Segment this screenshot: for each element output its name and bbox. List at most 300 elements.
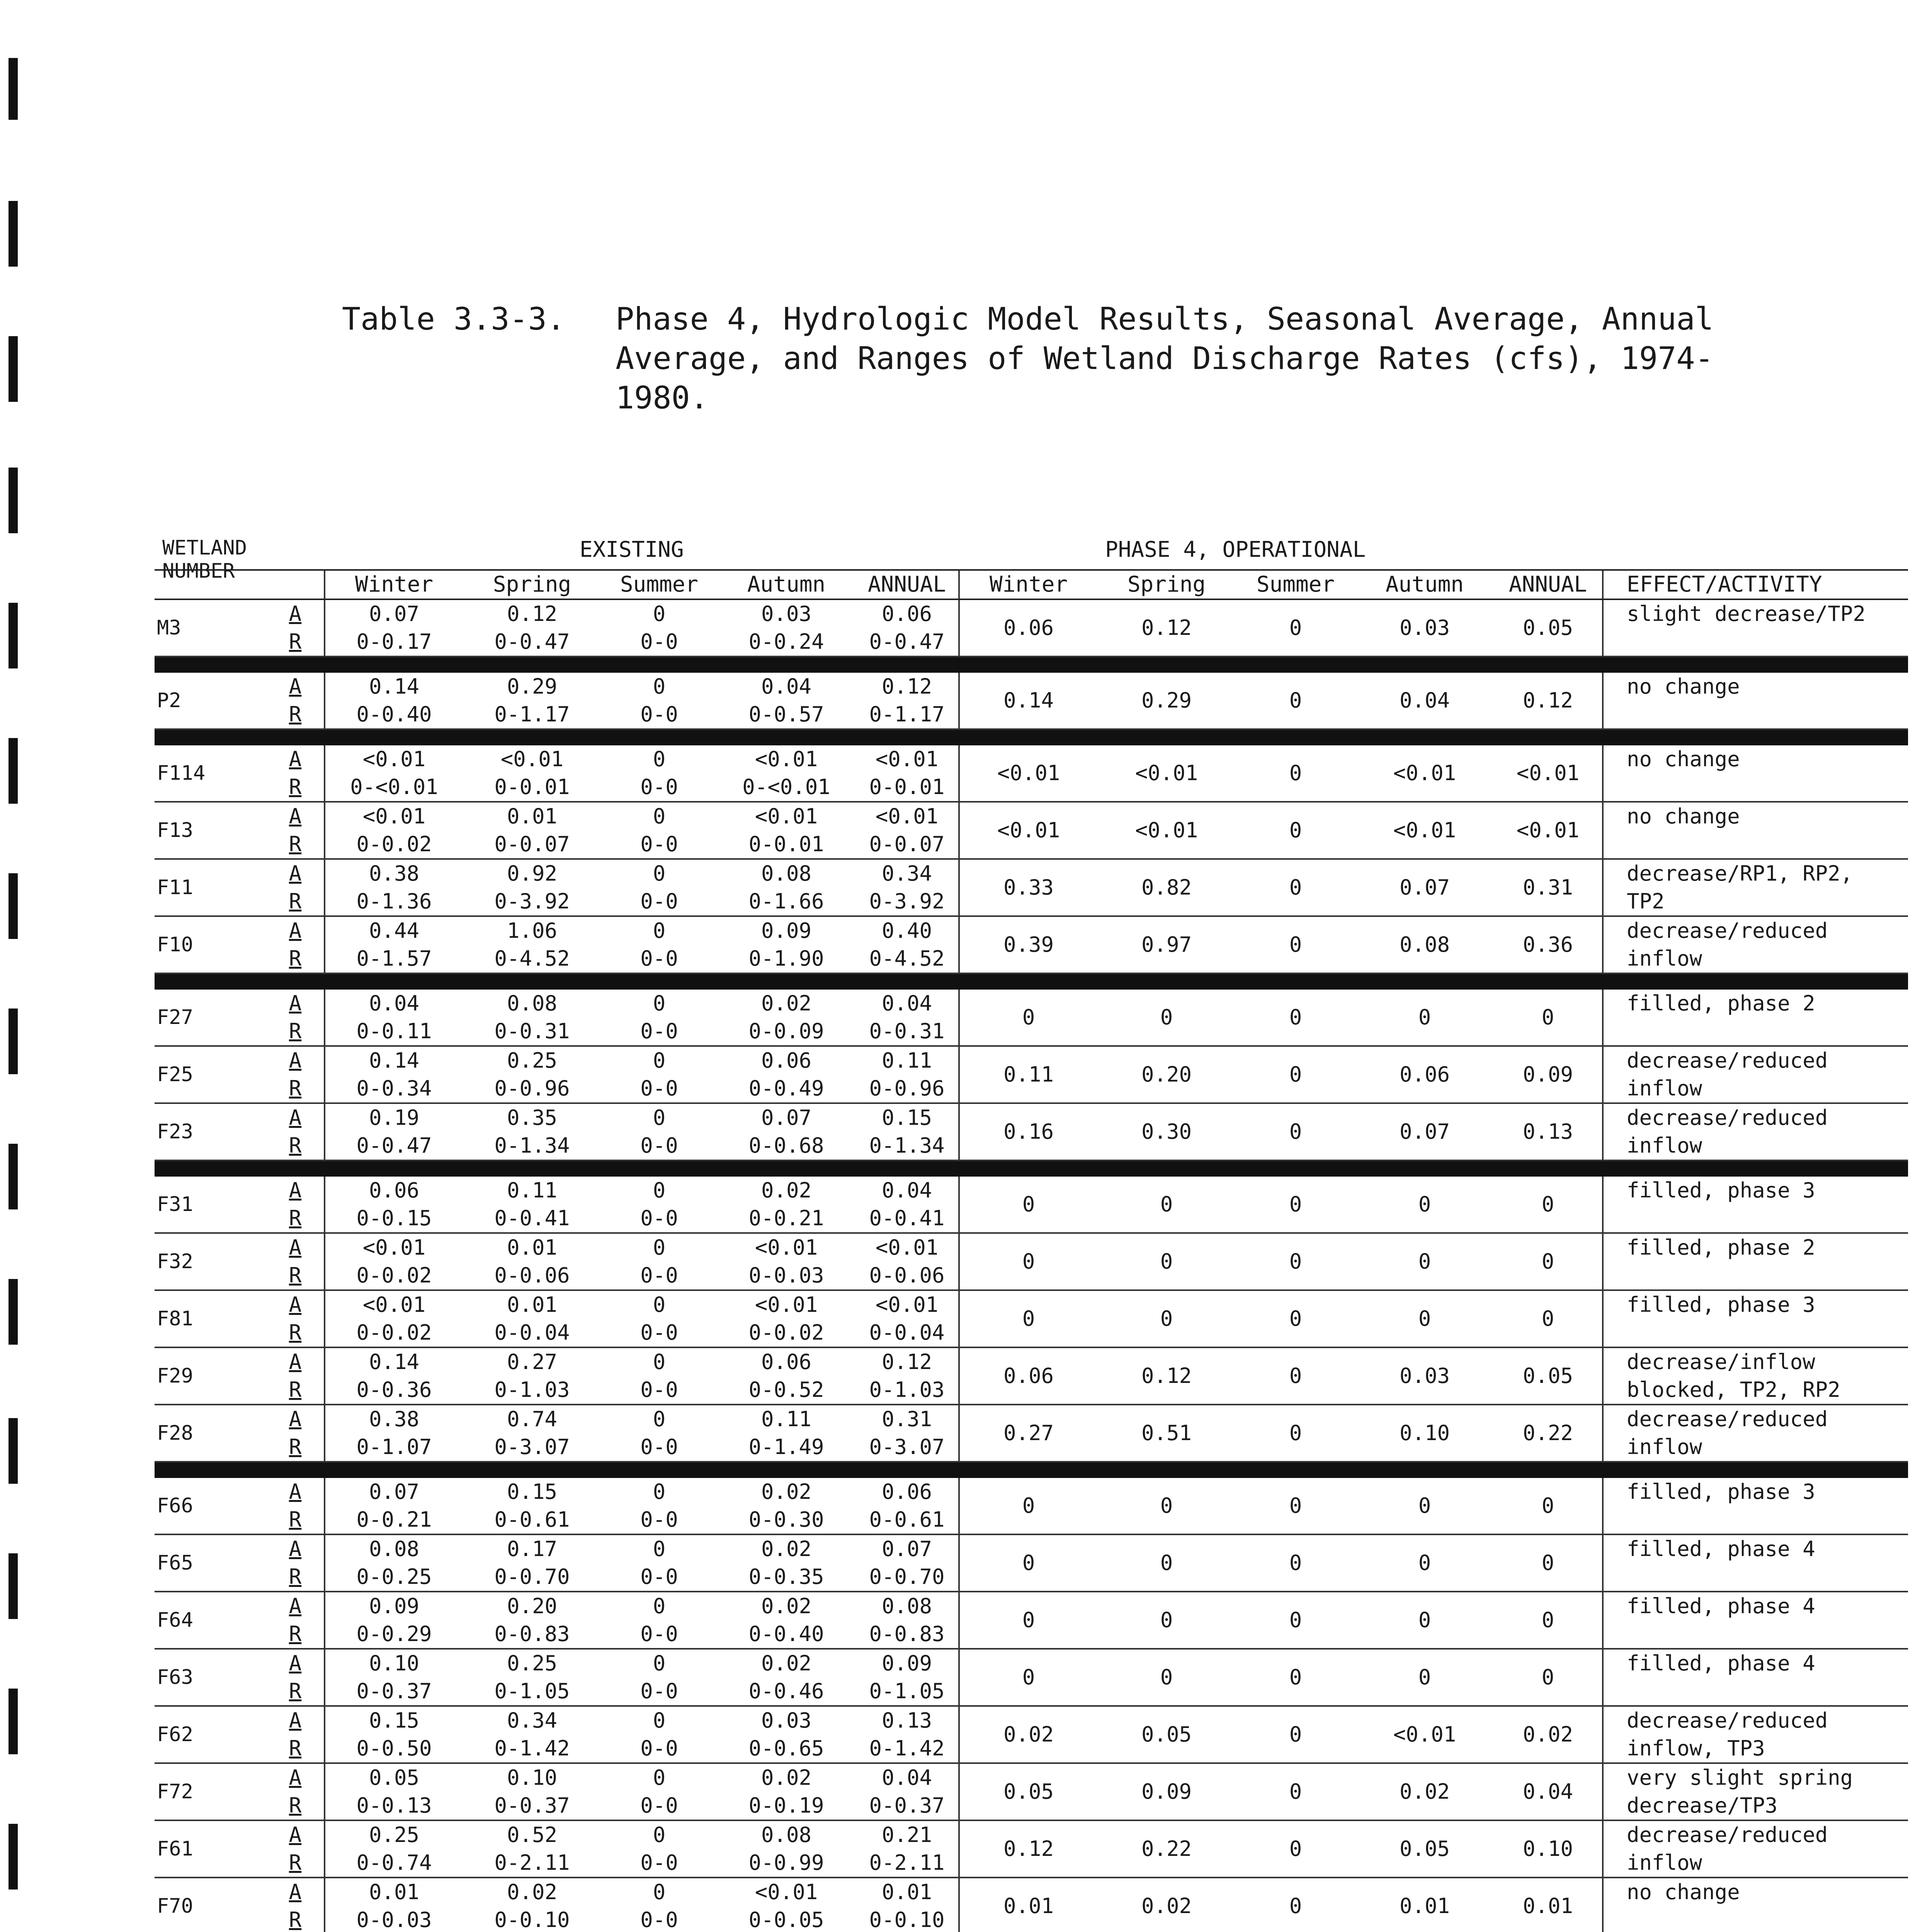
existing-spring-range: 0-0.06 [463, 1262, 601, 1290]
table-row-average [155, 916, 1908, 945]
existing-annual-range: 0-4.52 [855, 945, 959, 973]
range-code: R [267, 701, 325, 729]
existing-annual-average: 0.09 [881, 1651, 932, 1675]
existing-summer-range: 0-0 [601, 1849, 717, 1878]
phase4-winter-value: 0.12 [959, 1820, 1097, 1878]
wetland-number: F72 [155, 1763, 267, 1820]
existing-winter-range: 0-0.37 [325, 1677, 463, 1706]
phase4-summer-value: 0 [1236, 1534, 1355, 1592]
range-code: R [267, 773, 325, 802]
range-code: R [267, 1563, 325, 1592]
existing-winter-range: 0-0.02 [325, 1262, 463, 1290]
existing-summer-range: 0-0 [601, 1563, 717, 1592]
existing-spring-average: 0.17 [507, 1537, 558, 1561]
wetland-number: F61 [155, 1820, 267, 1878]
binder-mark [9, 738, 18, 804]
phase4-autumn-value: 0 [1355, 990, 1494, 1046]
phase4-winter-value: 0.01 [959, 1878, 1097, 1932]
existing-spring-range: 0-0.83 [463, 1620, 601, 1649]
phase4-summer-value: 0 [1236, 1103, 1355, 1160]
effect-activity [1603, 802, 1908, 859]
range-code: R [267, 1735, 325, 1763]
phase4-summer-value: 0 [1236, 1046, 1355, 1103]
average-code: A [289, 1178, 302, 1202]
existing-spring-range: 0-1.17 [463, 701, 601, 729]
phase4-summer-value: 0 [1236, 802, 1355, 859]
wetland-number: F13 [155, 802, 267, 859]
group-separator [155, 973, 1908, 990]
phase4-winter-value: 0.14 [959, 673, 1097, 729]
phase4-spring-value: 0 [1097, 1290, 1236, 1347]
existing-annual-range: 0-0.83 [855, 1620, 959, 1649]
existing-spring-average: 0.12 [507, 602, 558, 626]
phase4-winter-value: <0.01 [959, 745, 1097, 802]
existing-autumn-average: 0.08 [761, 1823, 812, 1847]
phase4-autumn-value: 0.03 [1355, 1347, 1494, 1405]
existing-spring-range: 0-1.42 [463, 1735, 601, 1763]
existing-group-header: EXISTING [580, 537, 684, 562]
effect-activity [1603, 1706, 1908, 1763]
effect-activity [1603, 599, 1908, 656]
existing-spring-range: 0-4.52 [463, 945, 601, 973]
table-row-average [155, 1878, 1908, 1906]
existing-annual-range: 0-1.05 [855, 1677, 959, 1706]
phase4-annual-value: 0.12 [1494, 673, 1603, 729]
existing-summer-range: 0-0 [601, 1792, 717, 1820]
phase4-winter-value: 0.06 [959, 599, 1097, 656]
existing-winter-average: 0.05 [325, 1763, 463, 1792]
group-separator-bar [155, 656, 1908, 673]
existing-autumn-range: 0-0.19 [717, 1792, 855, 1820]
effect-activity-line: TP2 [1627, 889, 1665, 913]
average-code: A [289, 1594, 302, 1618]
existing-summer-range: 0-0 [601, 1506, 717, 1534]
existing-spring-range: 0-1.34 [463, 1132, 601, 1160]
existing-winter-range: 0-<0.01 [325, 773, 463, 802]
table-row-average [155, 1177, 1908, 1204]
existing-autumn-average: 0.02 [761, 991, 812, 1015]
phase4-autumn-value: 0.07 [1355, 859, 1494, 916]
existing-annual-range: 0-0.96 [855, 1075, 959, 1103]
existing-autumn-range: 0-0.35 [717, 1563, 855, 1592]
existing-summer-average: 0 [653, 1048, 666, 1073]
existing-annual-range: 0-1.03 [855, 1376, 959, 1405]
effect-activity-line: decrease/inflow [1627, 1350, 1815, 1374]
existing-annual-range: 0-2.11 [855, 1849, 959, 1878]
phase4-spring-value: <0.01 [1097, 745, 1236, 802]
phase4-autumn-value: 0.04 [1355, 673, 1494, 729]
phase4-winter-value: 0 [959, 1478, 1097, 1534]
existing-autumn-range: 0-0.57 [717, 701, 855, 729]
existing-autumn-header: Autumn [717, 570, 855, 599]
average-code: A [289, 1048, 302, 1073]
existing-annual-range: 0-0.01 [855, 773, 959, 802]
binder-mark [9, 603, 18, 668]
phase4-winter-value: 0 [959, 1233, 1097, 1290]
existing-autumn-average: <0.01 [755, 804, 818, 828]
existing-spring-range: 0-1.03 [463, 1376, 601, 1405]
effect-activity [1603, 916, 1908, 973]
existing-summer-average: 0 [653, 1880, 666, 1904]
table-row-average [155, 1706, 1908, 1735]
group-separator-bar [155, 1462, 1908, 1478]
phase4-summer-value: 0 [1236, 1177, 1355, 1233]
existing-summer-range: 0-0 [601, 1376, 717, 1405]
existing-summer-average: 0 [653, 1480, 666, 1504]
phase4-annual-value: 0.31 [1494, 859, 1603, 916]
effect-activity-header: EFFECT/ACTIVITY [1603, 570, 1908, 599]
existing-autumn-range: 0-0.09 [717, 1017, 855, 1046]
existing-autumn-average: 0.02 [761, 1537, 812, 1561]
effect-activity [1603, 990, 1908, 1046]
effect-activity-line: inflow [1627, 946, 1702, 971]
existing-autumn-range: 0-0.01 [717, 830, 855, 859]
existing-annual-average: 0.40 [881, 918, 932, 943]
phase4-spring-value: 0 [1097, 990, 1236, 1046]
existing-summer-average: 0 [653, 1594, 666, 1618]
phase4-winter-value: 0 [959, 1592, 1097, 1649]
existing-spring-average: 0.01 [507, 1293, 558, 1317]
range-code: R [267, 1620, 325, 1649]
phase4-annual-value: 0 [1494, 1592, 1603, 1649]
range-code: R [267, 1262, 325, 1290]
phase-spring-header: Spring [1097, 570, 1236, 599]
table-row-average [155, 859, 1908, 888]
existing-autumn-average: 0.02 [761, 1594, 812, 1618]
existing-summer-average: 0 [653, 1235, 666, 1260]
existing-summer-range: 0-0 [601, 1677, 717, 1706]
wetland-number: F32 [155, 1233, 267, 1290]
existing-autumn-range: 0-0.24 [717, 628, 855, 656]
phase-autumn-header: Autumn [1355, 570, 1494, 599]
phase4-autumn-value: 0.03 [1355, 599, 1494, 656]
average-code: A [289, 1293, 302, 1317]
existing-annual-range: 0-3.07 [855, 1433, 959, 1462]
existing-annual-average: 0.07 [881, 1537, 932, 1561]
existing-winter-range: 0-0.17 [325, 628, 463, 656]
table-row-average [155, 1649, 1908, 1677]
phase4-winter-value: 0 [959, 1177, 1097, 1233]
existing-autumn-range: 0-1.49 [717, 1433, 855, 1462]
existing-autumn-average: 0.02 [761, 1651, 812, 1675]
existing-annual-average: 0.12 [881, 1350, 932, 1374]
existing-annual-average: <0.01 [875, 747, 939, 771]
existing-winter-average: 0.38 [325, 1405, 463, 1433]
existing-spring-average: 0.34 [507, 1708, 558, 1733]
existing-autumn-range: 0-0.68 [717, 1132, 855, 1160]
effect-activity [1603, 1046, 1908, 1103]
average-code: A [289, 1651, 302, 1675]
phase4-summer-value: 0 [1236, 1478, 1355, 1534]
phase4-spring-value: 0 [1097, 1649, 1236, 1706]
existing-autumn-average: <0.01 [755, 1235, 818, 1260]
existing-summer-average: 0 [653, 918, 666, 943]
effect-activity-line: very slight spring [1627, 1765, 1853, 1790]
binder-mark [9, 201, 18, 267]
existing-spring-range: 0-3.92 [463, 888, 601, 916]
existing-autumn-average: 0.03 [761, 602, 812, 626]
existing-spring-range: 0-1.05 [463, 1677, 601, 1706]
table-row-average [155, 1763, 1908, 1792]
range-code: R [267, 888, 325, 916]
existing-summer-range: 0-0 [601, 1735, 717, 1763]
phase4-annual-value: 0 [1494, 1649, 1603, 1706]
existing-autumn-range: 0-0.05 [717, 1906, 855, 1932]
effect-activity [1603, 1177, 1908, 1233]
existing-summer-range: 0-0 [601, 701, 717, 729]
binder-mark [9, 58, 18, 120]
existing-winter-range: 0-0.03 [325, 1906, 463, 1932]
existing-winter-range: 0-0.11 [325, 1017, 463, 1046]
average-code: A [289, 747, 302, 771]
phase4-group-header: PHASE 4, OPERATIONAL [1105, 537, 1366, 562]
existing-spring-average: 0.11 [507, 1178, 558, 1202]
existing-annual-average: 0.04 [881, 1765, 932, 1790]
existing-winter-range: 0-0.36 [325, 1376, 463, 1405]
wetland-number: F65 [155, 1534, 267, 1592]
effect-activity [1603, 1592, 1908, 1649]
group-separator-bar [155, 973, 1908, 990]
existing-annual-average: 0.04 [881, 1178, 932, 1202]
phase4-spring-value: 0.82 [1097, 859, 1236, 916]
phase4-spring-value: <0.01 [1097, 802, 1236, 859]
range-code: R [267, 1017, 325, 1046]
existing-summer-range: 0-0 [601, 628, 717, 656]
existing-summer-average: 0 [653, 1105, 666, 1130]
effect-activity-line: filled, phase 4 [1627, 1651, 1815, 1675]
phase4-spring-value: 0.12 [1097, 599, 1236, 656]
existing-annual-average: 0.06 [881, 602, 932, 626]
existing-spring-average: 0.08 [507, 991, 558, 1015]
wetland-number: F29 [155, 1347, 267, 1405]
existing-winter-range: 0-0.15 [325, 1204, 463, 1233]
phase4-spring-value: 0.05 [1097, 1706, 1236, 1763]
effect-activity [1603, 1878, 1908, 1932]
existing-annual-range: 0-0.47 [855, 628, 959, 656]
phase4-summer-value: 0 [1236, 1878, 1355, 1932]
existing-spring-range: 0-0.70 [463, 1563, 601, 1592]
effect-activity [1603, 673, 1908, 729]
wetland-number: F64 [155, 1592, 267, 1649]
phase4-summer-value: 0 [1236, 745, 1355, 802]
existing-autumn-average: <0.01 [755, 1293, 818, 1317]
phase4-summer-value: 0 [1236, 1649, 1355, 1706]
existing-winter-average: 0.25 [325, 1820, 463, 1849]
binder-mark [9, 336, 18, 402]
effect-activity [1603, 1290, 1908, 1347]
group-separator [155, 1160, 1908, 1177]
table-row-average [155, 745, 1908, 773]
phase4-winter-value: 0.11 [959, 1046, 1097, 1103]
effect-activity-line: inflow, TP3 [1627, 1736, 1765, 1760]
existing-autumn-range: 0-0.02 [717, 1319, 855, 1347]
wetland-number: F25 [155, 1046, 267, 1103]
existing-summer-header: Summer [601, 570, 717, 599]
phase4-winter-value: 0.16 [959, 1103, 1097, 1160]
phase4-summer-value: 0 [1236, 990, 1355, 1046]
phase4-autumn-value: 0 [1355, 1534, 1494, 1592]
existing-autumn-average: 0.06 [761, 1048, 812, 1073]
existing-winter-range: 0-0.50 [325, 1735, 463, 1763]
existing-winter-average: 0.01 [325, 1878, 463, 1906]
effect-activity-line: decrease/reduced [1627, 1105, 1828, 1130]
range-code: R [267, 1792, 325, 1820]
existing-autumn-range: 0-0.03 [717, 1262, 855, 1290]
average-code: A [289, 1537, 302, 1561]
phase4-spring-value: 0.12 [1097, 1347, 1236, 1405]
existing-summer-average: 0 [653, 747, 666, 771]
existing-autumn-average: 0.02 [761, 1480, 812, 1504]
phase4-winter-value: 0 [959, 1534, 1097, 1592]
existing-spring-range: 0-0.37 [463, 1792, 601, 1820]
phase4-winter-value: 0.27 [959, 1405, 1097, 1462]
phase4-spring-value: 0 [1097, 1177, 1236, 1233]
average-code: A [289, 1708, 302, 1733]
effect-activity-line: filled, phase 2 [1627, 1235, 1815, 1260]
existing-winter-average: <0.01 [325, 1233, 463, 1262]
range-code: R [267, 1376, 325, 1405]
binder-mark [9, 1553, 18, 1619]
phase4-annual-value: 0.02 [1494, 1706, 1603, 1763]
existing-spring-range: 0-0.41 [463, 1204, 601, 1233]
existing-summer-average: 0 [653, 1350, 666, 1374]
binder-mark [9, 1009, 18, 1074]
phase4-annual-value: 0 [1494, 1534, 1603, 1592]
phase4-winter-value: 0.33 [959, 859, 1097, 916]
existing-winter-average: 0.19 [325, 1103, 463, 1132]
existing-winter-average: 0.14 [325, 1046, 463, 1075]
existing-winter-average: 0.10 [325, 1649, 463, 1677]
existing-annual-range: 0-0.07 [855, 830, 959, 859]
average-code: A [289, 1765, 302, 1790]
phase4-annual-value: 0.09 [1494, 1046, 1603, 1103]
existing-winter-header: Winter [325, 570, 463, 599]
table-row-average [155, 1478, 1908, 1506]
existing-autumn-average: <0.01 [755, 747, 818, 771]
phase4-spring-value: 0.97 [1097, 916, 1236, 973]
existing-annual-average: 0.11 [881, 1048, 932, 1073]
existing-winter-range: 0-0.13 [325, 1792, 463, 1820]
existing-spring-header: Spring [463, 570, 601, 599]
existing-annual-average: 0.13 [881, 1708, 932, 1733]
existing-spring-range: 0-2.11 [463, 1849, 601, 1878]
range-code: R [267, 1677, 325, 1706]
existing-annual-average: <0.01 [875, 1293, 939, 1317]
existing-summer-range: 0-0 [601, 1204, 717, 1233]
existing-autumn-average: 0.11 [761, 1407, 812, 1431]
existing-spring-average: 0.52 [507, 1823, 558, 1847]
existing-summer-range: 0-0 [601, 945, 717, 973]
existing-summer-range: 0-0 [601, 1319, 717, 1347]
existing-summer-range: 0-0 [601, 1132, 717, 1160]
range-code: R [267, 830, 325, 859]
phase4-winter-value: 0 [959, 1290, 1097, 1347]
phase4-annual-value: 0.13 [1494, 1103, 1603, 1160]
existing-spring-average: 0.92 [507, 861, 558, 886]
phase4-summer-value: 0 [1236, 1592, 1355, 1649]
phase4-autumn-value: 0 [1355, 1233, 1494, 1290]
phase4-winter-value: 0.06 [959, 1347, 1097, 1405]
effect-activity [1603, 1478, 1908, 1534]
phase4-annual-value: 0.04 [1494, 1763, 1603, 1820]
table-row-average [155, 1103, 1908, 1132]
wetland-header-line2: NUMBER [162, 560, 235, 583]
wetland-number: F23 [155, 1103, 267, 1160]
table-row-average [155, 1046, 1908, 1075]
phase4-annual-value: 0.10 [1494, 1820, 1603, 1878]
phase4-autumn-value: 0.02 [1355, 1763, 1494, 1820]
group-separator [155, 1462, 1908, 1478]
phase4-spring-value: 0.30 [1097, 1103, 1236, 1160]
wetland-number: F114 [155, 745, 267, 802]
existing-spring-average: 0.10 [507, 1765, 558, 1790]
phase4-annual-value: 0.36 [1494, 916, 1603, 973]
effect-activity-line: inflow [1627, 1076, 1702, 1100]
range-code: R [267, 1906, 325, 1932]
existing-summer-average: 0 [653, 1765, 666, 1790]
phase4-summer-value: 0 [1236, 1290, 1355, 1347]
existing-spring-average: 0.01 [507, 804, 558, 828]
existing-autumn-range: 0-0.40 [717, 1620, 855, 1649]
existing-spring-range: 0-0.10 [463, 1906, 601, 1932]
phase-summer-header: Summer [1236, 570, 1355, 599]
existing-summer-average: 0 [653, 1178, 666, 1202]
discharge-table [155, 569, 1908, 1932]
existing-summer-average: 0 [653, 602, 666, 626]
effect-activity-line: no change [1627, 1880, 1740, 1904]
effect-activity-line: filled, phase 3 [1627, 1178, 1815, 1202]
existing-annual-average: 0.12 [881, 674, 932, 699]
effect-activity-line: no change [1627, 804, 1740, 828]
phase4-summer-value: 0 [1236, 1763, 1355, 1820]
existing-spring-average: 0.25 [507, 1651, 558, 1675]
existing-winter-range: 0-0.29 [325, 1620, 463, 1649]
average-code: A [289, 1235, 302, 1260]
effect-activity [1603, 859, 1908, 916]
phase4-autumn-value: 0 [1355, 1478, 1494, 1534]
range-code: R [267, 628, 325, 656]
column-header-row [155, 570, 1908, 599]
effect-activity [1603, 1233, 1908, 1290]
existing-winter-range: 0-0.21 [325, 1506, 463, 1534]
phase4-annual-value: <0.01 [1494, 745, 1603, 802]
existing-winter-average: 0.09 [325, 1592, 463, 1620]
existing-summer-range: 0-0 [601, 773, 717, 802]
effect-activity-line: inflow [1627, 1133, 1702, 1158]
effect-activity-line: inflow [1627, 1435, 1702, 1459]
phase4-summer-value: 0 [1236, 1706, 1355, 1763]
existing-spring-range: 0-0.61 [463, 1506, 601, 1534]
phase4-spring-value: 0.29 [1097, 673, 1236, 729]
existing-autumn-average: 0.06 [761, 1350, 812, 1374]
code-col-header [267, 570, 325, 599]
phase4-summer-value: 0 [1236, 1405, 1355, 1462]
range-code: R [267, 945, 325, 973]
range-code: R [267, 1075, 325, 1103]
existing-spring-range: 0-0.96 [463, 1075, 601, 1103]
existing-summer-range: 0-0 [601, 888, 717, 916]
effect-activity-line: decrease/reduced [1627, 918, 1828, 943]
existing-winter-range: 0-1.36 [325, 888, 463, 916]
wetland-number: F31 [155, 1177, 267, 1233]
effect-activity [1603, 1820, 1908, 1878]
phase4-spring-value: 0.02 [1097, 1878, 1236, 1932]
binder-mark [9, 1824, 18, 1889]
existing-winter-average: 0.07 [325, 599, 463, 628]
existing-summer-average: 0 [653, 1293, 666, 1317]
table-row-average [155, 1233, 1908, 1262]
existing-spring-average: 1.06 [507, 918, 558, 943]
